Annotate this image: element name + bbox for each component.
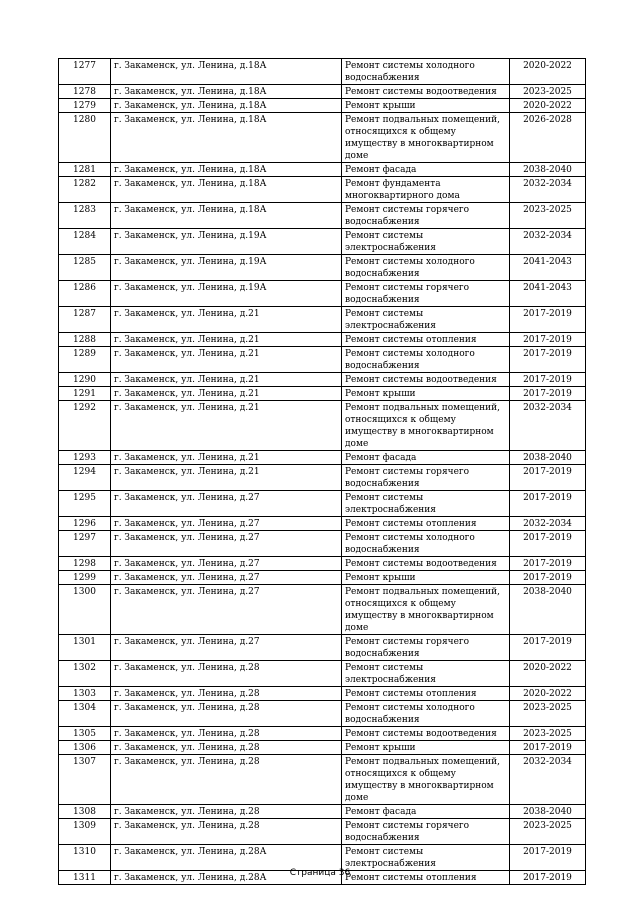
period-cell: 2017-2019 [510, 347, 586, 373]
address-cell: г. Закаменск, ул. Ленина, д.28 [111, 661, 342, 687]
address-cell: г. Закаменск, ул. Ленина, д.21 [111, 347, 342, 373]
table-row [59, 203, 586, 229]
row-number: 1289 [59, 347, 111, 373]
work-type-cell: Ремонт системы отопления [342, 333, 510, 347]
work-type-cell: Ремонт подвальных помещений, относящихся к общему имуществу в многоквартирном доме [342, 755, 510, 805]
work-type-cell: Ремонт фасада [342, 163, 510, 177]
row-number: 1309 [59, 819, 111, 845]
period-cell: 2017-2019 [510, 635, 586, 661]
work-type-cell: Ремонт фундамента многоквартирного дома [342, 177, 510, 203]
table-row [59, 585, 586, 635]
work-type-cell: Ремонт системы горячего водоснабжения [342, 635, 510, 661]
period-cell: 2038-2040 [510, 451, 586, 465]
address-cell: г. Закаменск, ул. Ленина, д.18А [111, 113, 342, 163]
work-type-cell: Ремонт системы электроснабжения [342, 845, 510, 871]
period-cell: 2020-2022 [510, 59, 586, 85]
address-cell: г. Закаменск, ул. Ленина, д.21 [111, 465, 342, 491]
address-cell: г. Закаменск, ул. Ленина, д.28 [111, 727, 342, 741]
table-row [59, 451, 586, 465]
row-number: 1306 [59, 741, 111, 755]
row-number: 1296 [59, 517, 111, 531]
period-cell: 2041-2043 [510, 255, 586, 281]
row-number: 1284 [59, 229, 111, 255]
period-cell: 2038-2040 [510, 805, 586, 819]
page-number: Страница 36 [289, 868, 351, 878]
work-type-cell: Ремонт системы холодного водоснабжения [342, 531, 510, 557]
address-cell: г. Закаменск, ул. Ленина, д.28 [111, 741, 342, 755]
row-number: 1301 [59, 635, 111, 661]
table-row [59, 845, 586, 871]
period-cell: 2032-2034 [510, 177, 586, 203]
row-number: 1279 [59, 99, 111, 113]
period-cell: 2032-2034 [510, 755, 586, 805]
table-row [59, 741, 586, 755]
work-type-cell: Ремонт системы электроснабжения [342, 661, 510, 687]
work-type-cell: Ремонт подвальных помещений, относящихся к общему имуществу в многоквартирном доме [342, 113, 510, 163]
row-number: 1298 [59, 557, 111, 571]
period-cell: 2023-2025 [510, 727, 586, 741]
work-type-cell: Ремонт подвальных помещений, относящихся к общему имуществу в многоквартирном доме [342, 585, 510, 635]
period-cell: 2023-2025 [510, 819, 586, 845]
address-cell: г. Закаменск, ул. Ленина, д.28 [111, 819, 342, 845]
address-cell: г. Закаменск, ул. Ленина, д.18А [111, 177, 342, 203]
address-cell: г. Закаменск, ул. Ленина, д.28 [111, 687, 342, 701]
row-number: 1300 [59, 585, 111, 635]
work-type-cell: Ремонт системы горячего водоснабжения [342, 465, 510, 491]
row-number: 1285 [59, 255, 111, 281]
table-row [59, 661, 586, 687]
row-number: 1287 [59, 307, 111, 333]
address-cell: г. Закаменск, ул. Ленина, д.28А [111, 845, 342, 871]
work-type-cell: Ремонт крыши [342, 571, 510, 585]
period-cell: 2017-2019 [510, 307, 586, 333]
table-row [59, 373, 586, 387]
table-row [59, 307, 586, 333]
period-cell: 2023-2025 [510, 85, 586, 99]
address-cell: г. Закаменск, ул. Ленина, д.21 [111, 387, 342, 401]
work-type-cell: Ремонт подвальных помещений, относящихся к общему имуществу в многоквартирном доме [342, 401, 510, 451]
address-cell: г. Закаменск, ул. Ленина, д.18А [111, 203, 342, 229]
address-cell: г. Закаменск, ул. Ленина, д.28 [111, 755, 342, 805]
address-cell: г. Закаменск, ул. Ленина, д.27 [111, 531, 342, 557]
work-type-cell: Ремонт фасада [342, 451, 510, 465]
period-cell: 2017-2019 [510, 871, 586, 885]
address-cell: г. Закаменск, ул. Ленина, д.28А [111, 871, 342, 885]
period-cell: 2017-2019 [510, 571, 586, 585]
row-number: 1281 [59, 163, 111, 177]
address-cell: г. Закаменск, ул. Ленина, д.18А [111, 59, 342, 85]
table-row [59, 465, 586, 491]
table-row [59, 113, 586, 163]
table-row [59, 491, 586, 517]
period-cell: 2017-2019 [510, 557, 586, 571]
period-cell: 2038-2040 [510, 163, 586, 177]
table-row [59, 557, 586, 571]
work-type-cell: Ремонт системы отопления [342, 871, 510, 885]
table-row [59, 687, 586, 701]
address-cell: г. Закаменск, ул. Ленина, д.18А [111, 99, 342, 113]
row-number: 1307 [59, 755, 111, 805]
work-type-cell: Ремонт системы холодного водоснабжения [342, 701, 510, 727]
address-cell: г. Закаменск, ул. Ленина, д.21 [111, 373, 342, 387]
row-number: 1292 [59, 401, 111, 451]
row-number: 1280 [59, 113, 111, 163]
address-cell: г. Закаменск, ул. Ленина, д.18А [111, 85, 342, 99]
address-cell: г. Закаменск, ул. Ленина, д.27 [111, 517, 342, 531]
row-number: 1290 [59, 373, 111, 387]
row-number: 1302 [59, 661, 111, 687]
work-type-cell: Ремонт крыши [342, 741, 510, 755]
row-number: 1293 [59, 451, 111, 465]
row-number: 1291 [59, 387, 111, 401]
period-cell: 2017-2019 [510, 387, 586, 401]
table-row [59, 819, 586, 845]
table-row [59, 255, 586, 281]
address-cell: г. Закаменск, ул. Ленина, д.27 [111, 635, 342, 661]
work-type-cell: Ремонт системы отопления [342, 517, 510, 531]
address-cell: г. Закаменск, ул. Ленина, д.28 [111, 701, 342, 727]
address-cell: г. Закаменск, ул. Ленина, д.27 [111, 585, 342, 635]
work-type-cell: Ремонт системы горячего водоснабжения [342, 203, 510, 229]
period-cell: 2032-2034 [510, 401, 586, 451]
work-type-cell: Ремонт системы горячего водоснабжения [342, 819, 510, 845]
work-type-cell: Ремонт системы электроснабжения [342, 491, 510, 517]
period-cell: 2017-2019 [510, 741, 586, 755]
period-cell: 2023-2025 [510, 203, 586, 229]
table-row [59, 571, 586, 585]
work-type-cell: Ремонт системы холодного водоснабжения [342, 255, 510, 281]
repair-schedule-body [59, 59, 586, 885]
address-cell: г. Закаменск, ул. Ленина, д.21 [111, 307, 342, 333]
row-number: 1297 [59, 531, 111, 557]
work-type-cell: Ремонт крыши [342, 387, 510, 401]
row-number: 1311 [59, 871, 111, 885]
work-type-cell: Ремонт системы водоотведения [342, 557, 510, 571]
row-number: 1303 [59, 687, 111, 701]
period-cell: 2020-2022 [510, 661, 586, 687]
row-number: 1304 [59, 701, 111, 727]
period-cell: 2017-2019 [510, 531, 586, 557]
table-row [59, 727, 586, 741]
address-cell: г. Закаменск, ул. Ленина, д.27 [111, 557, 342, 571]
period-cell: 2017-2019 [510, 845, 586, 871]
work-type-cell: Ремонт системы водоотведения [342, 727, 510, 741]
table-row [59, 755, 586, 805]
row-number: 1277 [59, 59, 111, 85]
row-number: 1310 [59, 845, 111, 871]
period-cell: 2017-2019 [510, 333, 586, 347]
work-type-cell: Ремонт системы водоотведения [342, 85, 510, 99]
repair-schedule-table [58, 58, 586, 885]
address-cell: г. Закаменск, ул. Ленина, д.19А [111, 255, 342, 281]
table-row [59, 347, 586, 373]
period-cell: 2032-2034 [510, 229, 586, 255]
period-cell: 2041-2043 [510, 281, 586, 307]
table-row [59, 85, 586, 99]
table-row [59, 805, 586, 819]
address-cell: г. Закаменск, ул. Ленина, д.28 [111, 805, 342, 819]
work-type-cell: Ремонт системы горячего водоснабжения [342, 281, 510, 307]
work-type-cell: Ремонт системы холодного водоснабжения [342, 347, 510, 373]
address-cell: г. Закаменск, ул. Ленина, д.21 [111, 333, 342, 347]
row-number: 1286 [59, 281, 111, 307]
row-number: 1308 [59, 805, 111, 819]
period-cell: 2038-2040 [510, 585, 586, 635]
address-cell: г. Закаменск, ул. Ленина, д.27 [111, 491, 342, 517]
table-row [59, 163, 586, 177]
period-cell: 2017-2019 [510, 491, 586, 517]
address-cell: г. Закаменск, ул. Ленина, д.21 [111, 401, 342, 451]
work-type-cell: Ремонт системы электроснабжения [342, 307, 510, 333]
work-type-cell: Ремонт системы отопления [342, 687, 510, 701]
address-cell: г. Закаменск, ул. Ленина, д.18А [111, 163, 342, 177]
period-cell: 2023-2025 [510, 701, 586, 727]
period-cell: 2020-2022 [510, 687, 586, 701]
table-row [59, 99, 586, 113]
address-cell: г. Закаменск, ул. Ленина, д.21 [111, 451, 342, 465]
row-number: 1305 [59, 727, 111, 741]
work-type-cell: Ремонт системы водоотведения [342, 373, 510, 387]
row-number: 1295 [59, 491, 111, 517]
table-row [59, 59, 586, 85]
table-row [59, 517, 586, 531]
period-cell: 2020-2022 [510, 99, 586, 113]
row-number: 1283 [59, 203, 111, 229]
table-row [59, 635, 586, 661]
address-cell: г. Закаменск, ул. Ленина, д.27 [111, 571, 342, 585]
row-number: 1299 [59, 571, 111, 585]
table-row [59, 701, 586, 727]
work-type-cell: Ремонт системы электроснабжения [342, 229, 510, 255]
row-number: 1278 [59, 85, 111, 99]
table-row [59, 401, 586, 451]
period-cell: 2017-2019 [510, 465, 586, 491]
address-cell: г. Закаменск, ул. Ленина, д.19А [111, 229, 342, 255]
row-number: 1288 [59, 333, 111, 347]
table-row [59, 281, 586, 307]
table-row [59, 229, 586, 255]
work-type-cell: Ремонт системы холодного водоснабжения [342, 59, 510, 85]
period-cell: 2026-2028 [510, 113, 586, 163]
table-row [59, 531, 586, 557]
table-row [59, 333, 586, 347]
table-row [59, 387, 586, 401]
work-type-cell: Ремонт крыши [342, 99, 510, 113]
table-row [59, 177, 586, 203]
address-cell: г. Закаменск, ул. Ленина, д.19А [111, 281, 342, 307]
row-number: 1294 [59, 465, 111, 491]
period-cell: 2017-2019 [510, 373, 586, 387]
row-number: 1282 [59, 177, 111, 203]
period-cell: 2032-2034 [510, 517, 586, 531]
work-type-cell: Ремонт фасада [342, 805, 510, 819]
